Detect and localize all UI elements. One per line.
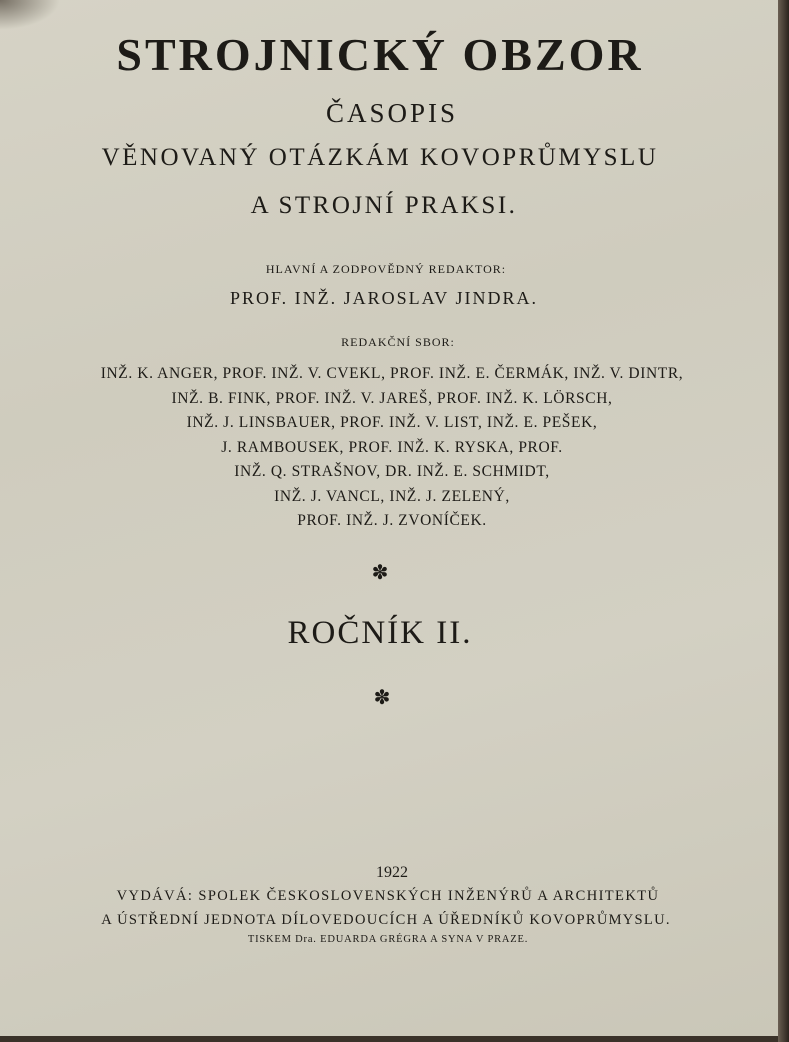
journal-title: STROJNICKÝ OBZOR	[116, 29, 644, 80]
editorial-board-label: REDAKČNÍ SBOR:	[341, 335, 455, 349]
publisher-line2: A ÚSTŘEDNÍ JEDNOTA DÍLOVEDOUCÍCH A ÚŘEDNÍKŮ KOVOPRŮMYSLU.	[101, 912, 671, 928]
board-line: INŽ. J. LINSBAUER, PROF. INŽ. V. LIST, INŽ. E. PEŠEK,	[186, 414, 598, 431]
publication-year: 1922	[376, 864, 408, 881]
journal-subtitle-line2: A STROJNÍ PRAKSI.	[250, 192, 518, 219]
book-edge	[778, 0, 789, 1042]
page-shadow	[0, 0, 60, 30]
board-line: J. RAMBOUSEK, PROF. INŽ. K. RYSKA, PROF.	[221, 438, 563, 456]
printer-line: TISKEM Dra. EDUARDA GRÉGRA A SYNA V PRAZE.	[247, 934, 529, 945]
ornament-icon: ✽	[371, 562, 389, 584]
publisher-line1: VYDÁVÁ: SPOLEK ČESKOSLOVENSKÝCH INŽENÝRŮ A ARCHITEKTŮ	[116, 888, 660, 904]
ornament-icon: ✽	[373, 687, 391, 709]
board-line: INŽ. J. VANCL, INŽ. J. ZELENÝ,	[274, 487, 510, 505]
volume-number: ROČNÍK II.	[287, 615, 473, 651]
journal-subtitle-casopis: ČASOPIS	[325, 98, 459, 128]
chief-editor-name: PROF. INŽ. JAROSLAV JINDRA.	[230, 288, 538, 308]
board-line: INŽ. K. ANGER, PROF. INŽ. V. CVEKL, PROF. INŽ. E. ČERMÁK, INŽ. V. DINTR,	[100, 365, 684, 382]
chief-editor-label: HLAVNÍ A ZODPOVĚDNÝ REDAKTOR:	[265, 262, 507, 276]
board-line: INŽ. Q. STRAŠNOV, DR. INŽ. E. SCHMIDT,	[234, 463, 550, 480]
journal-subtitle-line1: VĚNOVANÝ OTÁZKÁM KOVOPRŮMYSLU	[101, 144, 659, 171]
editorial-board-list	[12, 362, 772, 534]
board-line: PROF. INŽ. J. ZVONÍČEK.	[297, 512, 487, 529]
board-line: INŽ. B. FINK, PROF. INŽ. V. JAREŠ, PROF. INŽ. K. LÖRSCH,	[171, 389, 613, 407]
